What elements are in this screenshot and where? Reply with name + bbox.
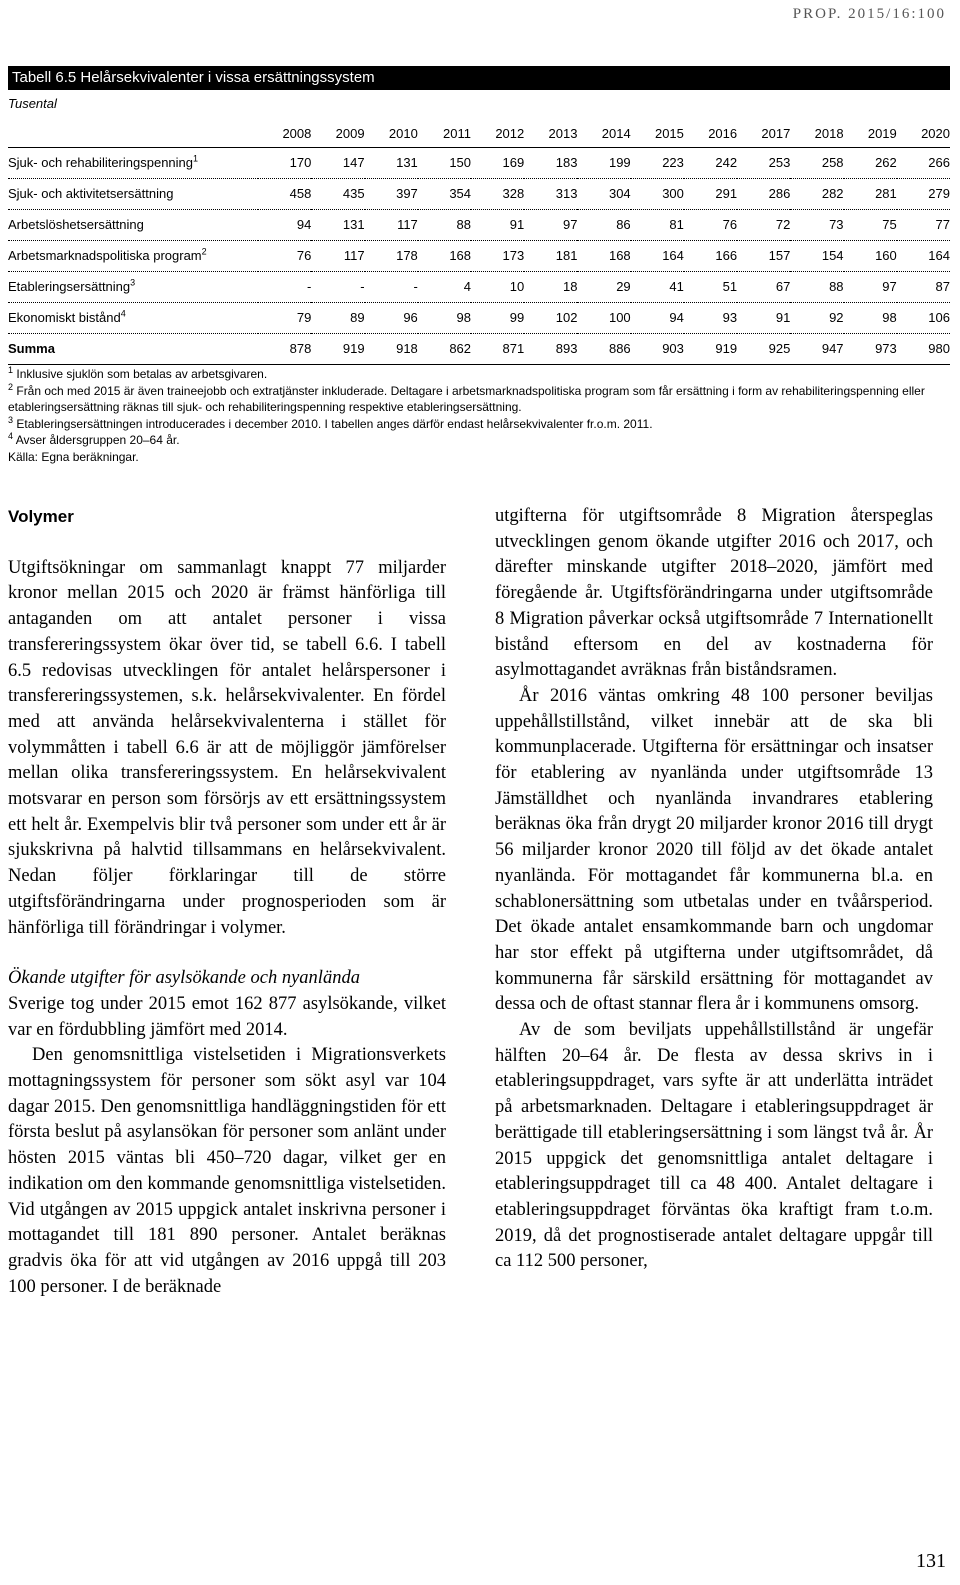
table-cell: 97 xyxy=(882,279,897,294)
row-label xyxy=(8,178,258,209)
footnote-number: 3 xyxy=(8,414,14,425)
year-header: 2010 xyxy=(388,126,418,142)
table-cell: 170 xyxy=(289,155,312,170)
table-cell: 258 xyxy=(821,155,844,170)
table-cell: 166 xyxy=(715,248,738,263)
table-body xyxy=(8,147,950,364)
table-cell: 131 xyxy=(342,217,365,232)
table-cell: 88 xyxy=(829,279,844,294)
volume-table xyxy=(8,121,950,365)
table-cell: 76 xyxy=(296,248,312,263)
table-cell: 51 xyxy=(722,279,738,294)
year-header: 2014 xyxy=(601,126,631,142)
table-cell: 313 xyxy=(555,186,578,201)
row-label xyxy=(8,271,258,302)
table-cell: 918 xyxy=(396,341,418,356)
table-cell: 102 xyxy=(555,310,578,325)
table-footnotes xyxy=(8,366,950,465)
table-cell: 354 xyxy=(449,186,472,201)
table-cell: 99 xyxy=(509,310,525,325)
row-label-text: Ekonomiskt bistånd xyxy=(8,310,121,325)
year-header: 2011 xyxy=(443,126,472,142)
body-paragraph: utgifterna för utgiftsområde 8 Migration återspeglas utvecklingen genom ökande utgifter 2016 och 2017, och därefter minskande utgifter 2018–2020, jämfört med föregående år. Utgiftsförändringarna under utgiftsområde 8 Migration påverkar också utgiftsområde 7 Internationellt bistånd eftersom en del av kostnaderna för asylmottagandet avräknas från biståndsramen. xyxy=(495,506,933,681)
table-cell: 29 xyxy=(616,279,631,294)
year-header: 2017 xyxy=(761,126,791,142)
page-number: 131 xyxy=(916,1550,946,1572)
table-cell: 75 xyxy=(882,217,897,232)
table-cell: 223 xyxy=(662,155,684,170)
table-cell: 86 xyxy=(616,217,631,232)
table-cell: 41 xyxy=(669,279,684,294)
document-reference: PROP. 2015/16:100 xyxy=(792,6,946,22)
table-cell: 91 xyxy=(775,310,791,325)
table-cell: 183 xyxy=(555,155,578,170)
table-cell: 300 xyxy=(662,186,684,201)
table-cell: 87 xyxy=(935,279,950,294)
footnote-text: Avser åldersgruppen 20–64 år. xyxy=(15,433,180,447)
table-cell: 181 xyxy=(555,248,578,263)
table-cell: 973 xyxy=(875,341,897,356)
footnote-marker: 1 xyxy=(193,153,199,164)
table-cell: 81 xyxy=(669,217,684,232)
table-cell: 117 xyxy=(343,248,365,263)
table-cell: 862 xyxy=(449,341,472,356)
table-source: Källa: Egna beräkningar. xyxy=(8,449,139,464)
body-paragraph: Av de som beviljats uppehållstillstånd är ungefär hälften 20–64 år. De flesta av dessa skrivs in i etableringsuppdraget, vars syfte är att underlätta inträdet på arbetsmarknaden. Deltagare i etableringsuppdraget är berättigade till etableringsersättning i som längst två år. År 2015 uppgick det genomsnittliga antalet deltagare i etableringsuppdraget till ca 48 400. Antalet deltagare i etableringsuppdraget förväntas öka kraftigt fram t.o.m. 2019, då det prognostiserade antalet deltagare uppgår till ca 112 500 personer, xyxy=(495,1020,933,1272)
table-cell: 100 xyxy=(608,310,631,325)
table-row xyxy=(8,240,950,271)
year-header: 2008 xyxy=(282,126,312,142)
row-label xyxy=(8,302,258,333)
table-sum-row xyxy=(8,333,950,364)
table-cell: 903 xyxy=(662,341,684,356)
table-header-label xyxy=(8,121,258,147)
row-label xyxy=(8,147,258,178)
table-cell: 94 xyxy=(669,310,684,325)
table-cell: 919 xyxy=(342,341,365,356)
footnote-number: 1 xyxy=(8,365,14,375)
year-header: 2012 xyxy=(495,126,525,142)
table-cell: 878 xyxy=(289,341,312,356)
table-cell: 89 xyxy=(350,310,365,325)
table-cell: 98 xyxy=(882,310,897,325)
table-cell: 253 xyxy=(768,155,791,170)
table-cell: 947 xyxy=(821,341,844,356)
footnote-text: Från och med 2015 är även traineejobb och extratjänster inkluderade. Deltagare i arbetsmarknadspolitiska program som får ersättning i form av rehabiliteringspenning eller etableringsersättning räknas till sjuk- och rehabiliteringspenning respektive etableringsersättning. xyxy=(8,383,925,414)
table-cell: 4 xyxy=(463,279,472,294)
table-cell: 458 xyxy=(289,186,312,201)
table-cell: 98 xyxy=(456,310,472,325)
table-cell: 435 xyxy=(342,186,365,201)
table-cell: 169 xyxy=(502,155,525,170)
table-header-row xyxy=(8,121,950,147)
table-cell: 871 xyxy=(502,341,525,356)
table-cell: 168 xyxy=(449,248,472,263)
year-header: 2009 xyxy=(335,126,365,142)
table-cell: 164 xyxy=(662,248,684,263)
left-text-column xyxy=(8,504,446,1300)
row-label-text: Arbetsmarknadspolitiska program xyxy=(8,248,202,263)
footnote-marker: 4 xyxy=(120,308,126,319)
table-cell: 72 xyxy=(775,217,791,232)
table-unit: Tusental xyxy=(8,96,57,111)
year-header: 2020 xyxy=(921,126,950,142)
table-cell: 160 xyxy=(875,248,897,263)
table-cell: 93 xyxy=(722,310,738,325)
table-cell: 282 xyxy=(821,186,844,201)
table-cell: - xyxy=(307,279,312,294)
table-cell: 242 xyxy=(715,155,738,170)
subheading: Ökande utgifter för asylsökande och nyanlända xyxy=(8,968,360,989)
table-cell: 304 xyxy=(608,186,631,201)
table-cell: 97 xyxy=(562,217,578,232)
table-title: Tabell 6.5 Helårsekvivalenter i vissa ersättningssystem xyxy=(8,66,950,90)
row-label-text: Arbetslöshetsersättning xyxy=(8,217,144,232)
table-cell: 10 xyxy=(509,279,525,294)
footnote-marker: 2 xyxy=(201,246,207,257)
table-cell: 397 xyxy=(396,186,418,201)
table-row xyxy=(8,147,950,178)
table-cell: 279 xyxy=(928,186,950,201)
table-cell: 77 xyxy=(935,217,950,232)
table-cell: 262 xyxy=(875,155,897,170)
table-cell: 154 xyxy=(821,248,844,263)
table-cell: 150 xyxy=(449,155,472,170)
body-paragraph: Den genomsnittliga vistelsetiden i Migrationsverkets mottagningssystem för personer som sökt asyl var 104 dagar 2015. Den genomsnittliga handläggningstiden för ett första beslut på asylansökan för personer som anlänt under hösten 2015 väntas bli 450–720 dagar, vilket ger en indikation om den kommande genomsnittliga vistelsetiden. Vid utgången av 2015 uppgick antalet inskrivna personer i mottagandet till 181 890 personer. Antalet beräknas gradvis öka för att vid utgången av 2016 uppgå till 203 100 personer. I de beräknade xyxy=(8,1045,446,1297)
table-cell: 893 xyxy=(555,341,578,356)
row-label-text: Etableringsersättning xyxy=(8,279,131,294)
table-cell: 919 xyxy=(715,341,738,356)
table-cell: 291 xyxy=(715,186,738,201)
table-cell: - xyxy=(360,279,365,294)
table-row xyxy=(8,271,950,302)
table-cell: 266 xyxy=(928,155,950,170)
row-label-text: Sjuk- och rehabiliteringspenning xyxy=(8,155,194,170)
table-cell: 168 xyxy=(608,248,631,263)
right-text-column xyxy=(495,504,933,1275)
table-cell: 79 xyxy=(296,310,312,325)
table-row xyxy=(8,209,950,240)
row-label xyxy=(8,209,258,240)
table-cell: 164 xyxy=(928,248,950,263)
table-cell: 92 xyxy=(829,310,844,325)
footnote-text: Etableringsersättningen introducerades i december 2010. I tabellen anges därför endast helårsekvivalenter fr.o.m. 2011. xyxy=(16,416,653,431)
row-label-text: Summa xyxy=(8,341,55,356)
table-cell: 73 xyxy=(829,217,844,232)
year-header: 2015 xyxy=(654,126,684,142)
year-header: 2016 xyxy=(708,126,738,142)
year-header: 2018 xyxy=(814,126,844,142)
table-row xyxy=(8,302,950,333)
footnote xyxy=(8,432,950,449)
body-paragraph: År 2016 väntas omkring 48 100 personer beviljas uppehållstillstånd, vilket innebär att de ska bli kommunplacerade. Utgifterna för ersättningar och insatser för etablering av nyanlända under utgiftsområde 13 Jämställdhet och nyanlända invandrares etablering beräknas öka från drygt 20 miljarder kronor 2016 till drygt 56 miljarder kronor 2020 till följd av det ökade antalet nyanlända. För mottagandet får kommunerna bl.a. en schablonersättning som utbetalas under en tvåårsperiod. Det ökade antalet ensamkommande barn och ungdomar har stor effekt på utgifterna under utgiftsområdet, då kommunerna får särskild ersättning för mottagandet av dessa och de oftast stannar flera år i kommunens omsorg. xyxy=(495,685,933,1015)
footnote-text: Inklusive sjuklön som betalas av arbetsgivaren. xyxy=(16,367,268,381)
table-cell: 67 xyxy=(775,279,791,294)
footnote-number: 2 xyxy=(8,381,14,392)
table-cell: 173 xyxy=(502,248,525,263)
table-cell: 18 xyxy=(562,279,578,294)
table-cell: 76 xyxy=(722,217,738,232)
table-cell: 157 xyxy=(768,248,791,263)
table-cell: 131 xyxy=(396,155,418,170)
table-cell: 286 xyxy=(768,186,791,201)
table-cell: 925 xyxy=(768,341,791,356)
table-cell: 178 xyxy=(396,248,418,263)
section-heading: Volymer xyxy=(8,507,74,526)
footnote xyxy=(8,383,950,416)
table-cell: 886 xyxy=(608,341,631,356)
footnote-number: 4 xyxy=(8,431,14,441)
year-header: 2013 xyxy=(548,126,578,142)
footnote xyxy=(8,416,950,433)
table-cell: 281 xyxy=(875,186,897,201)
footnote-marker: 3 xyxy=(130,277,136,288)
row-label-text: Sjuk- och aktivitetsersättning xyxy=(8,186,174,201)
table-cell: 147 xyxy=(342,155,365,170)
table-cell: 91 xyxy=(509,217,525,232)
table-cell: 94 xyxy=(296,217,312,232)
table-cell: 117 xyxy=(397,217,418,232)
table-row xyxy=(8,178,950,209)
table-cell: 328 xyxy=(502,186,525,201)
table-cell: 106 xyxy=(928,310,950,325)
table-cell: 199 xyxy=(608,155,631,170)
table-cell: - xyxy=(413,279,418,294)
row-label xyxy=(8,333,258,364)
footnote xyxy=(8,366,950,383)
table-cell: 88 xyxy=(456,217,472,232)
body-paragraph: Utgiftsökningar om sammanlagt knappt 77 miljarder kronor mellan 2015 och 2020 är främst hänförliga till antaganden om att antalet personer i vissa transfereringssystem ökar över tid, se tabell 6.6. I tabell 6.5 redovisas utvecklingen för antalet helårspersoner i transfereringssystemen, s.k. helårsekvivalenter. En fördel med att använda helårsekvivalenterna i stället för volymmåtten i tabell 6.6 är att de möjliggör jämförelser mellan olika transfereringssystem. En helårsekvivalent motsvarar en person som försörjs av ett ersättningssystem ett helt år. Exempelvis blir två personer som under ett år är sjukskrivna på halvtid tillsammans en helårsekvivalent. Nedan följer förklaringar till de större utgiftsförändringarna under prognosperioden som är hänförliga till förändringar i volymer. xyxy=(8,557,446,938)
table-cell: 96 xyxy=(403,310,418,325)
year-header: 2019 xyxy=(867,126,897,142)
table-cell: 980 xyxy=(928,341,950,356)
body-paragraph: Sverige tog under 2015 emot 162 877 asylsökande, vilket var en fördubbling jämfört med 2014. xyxy=(8,993,446,1040)
row-label xyxy=(8,240,258,271)
